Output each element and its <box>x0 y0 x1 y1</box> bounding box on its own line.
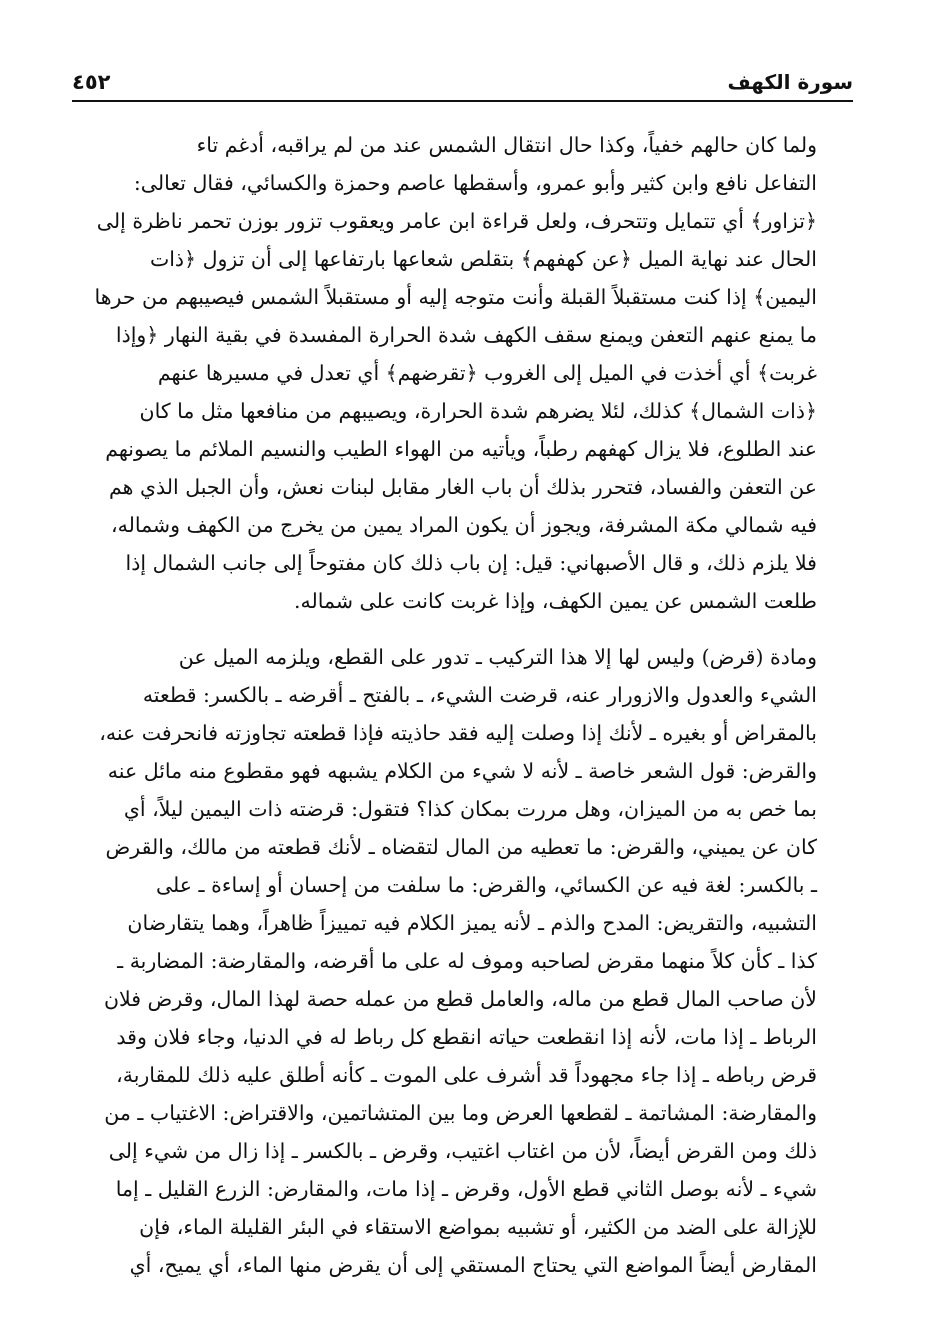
text-line: الرباط ـ إذا مات، لأنه إذا انقطعت حياته انقطع كل رباط له في الدنيا، وجاء فلان وقد <box>116 1025 817 1049</box>
text-line: المقارض أيضاً المواضع التي يحتاج المستقي إلى أن يقرض منها الماء، أي يميح، أي <box>129 1253 817 1277</box>
page-number: ٤٥٢ <box>72 70 111 94</box>
text-line: فيه شمالي مكة المشرفة، ويجوز أن يكون المراد يمين من يخرج من الكهف وشماله، <box>110 513 817 537</box>
text-line: الشيء والعدول والازورار عنه، قرضت الشيء، ـ بالفتح ـ أقرضه ـ بالكسر: قطعته <box>142 683 817 707</box>
text-line: ﴿ذات الشمال﴾ كذلك، لئلا يضرهم شدة الحرارة، ويصيبهم من منافعها مثل ما كان <box>139 399 817 423</box>
paragraph <box>74 638 845 1284</box>
text-line: كان عن يميني، والقرض: ما تعطيه من المال لتقضاه ـ لأنك قطعته من مالك، والقرض <box>105 835 817 859</box>
text-line: ولما كان حالهم خفياً، وكذا حال انتقال الشمس عند من لم يراقبه، أدغم تاء <box>196 133 817 157</box>
text-line: الحال عند نهاية الميل ﴿عن كهفهم﴾ بتقلص شعاعها بارتفاعها إلى أن تزول ﴿ذات <box>149 247 817 271</box>
text-line: قرض رباطه ـ إذا جاء مجهوداً قد أشرف على الموت ـ كأنه أطلق عليه ذلك للمقاربة، <box>116 1063 817 1087</box>
text-line: شيء ـ لأنه بوصل الثاني قطع الأول، وقرض ـ إذا مات، والمقارض: الزرع القليل ـ إما <box>115 1177 817 1201</box>
text-line: فلا يلزم ذلك، و قال الأصبهاني: قيل: إن باب ذلك كان مفتوحاً إلى جانب الشمال إذا <box>125 551 817 575</box>
text-line: لأن صاحب المال قطع من ماله، والعامل قطع من عمله حصة لهذا المال، وقرض فلان <box>103 987 817 1011</box>
text-line: ـ بالكسر: لغة فيه عن الكسائي، والقرض: ما سلفت من إحسان أو إساءة ـ على <box>155 873 817 897</box>
text-line: غربت﴾ أي أخذت في الميل إلى الغروب ﴿تقرضهم﴾ أي تعدل في مسيرها عنهم <box>157 361 817 385</box>
text-line: بالمقراض أو بغيره ـ لأنك إذا وصلت إليه فقد حاذيته فإذا قطعته تجاوزته فانحرفت عنه، <box>99 721 817 745</box>
text-line: اليمين﴾ إذا كنت مستقبلاً القبلة وأنت متوجه إليه أو مستقبلاً الشمس فيصيبهم من حرها <box>94 285 817 309</box>
text-line: عند الطلوع، فلا يزال كهفهم رطباً، ويأتيه من الهواء الطيب والنسيم الملائم ما يصونهم <box>105 437 817 461</box>
text-line: للإزالة على الضد من الكثير، أو تشبيه بمواضع الاستقاء في البئر القليلة الماء، فإن <box>139 1215 817 1239</box>
text-line: التشبيه، والتقريض: المدح والذم ـ لأنه يميز الكلام فيه تمييزاً ظاهراً، وهما يتقارضان <box>127 911 817 935</box>
text-line: والقرض: قول الشعر خاصة ـ لأنه لا شيء من الكلام يشبهه فهو مقطوع منه مائل عنه <box>107 759 817 783</box>
text-line: التفاعل نافع وابن كثير وأبو عمرو، وأسقطها عاصم وحمزة والكسائي، فقال تعالى: <box>133 171 817 195</box>
page-header <box>72 66 853 102</box>
text-line: ما يمنع عنهم التعفن ويمنع سقف الكهف شدة الحرارة المفسدة في بقية النهار ﴿وإذا <box>115 323 817 347</box>
running-title: سورة الكهف <box>727 70 853 94</box>
text-line: كذا ـ كأن كلاً منهما مقرض لصاحبه وموف له على ما أقرضه، والمقارضة: المضاربة ـ <box>117 949 817 973</box>
page-body <box>74 126 845 1284</box>
text-line: عن التعفن والفساد، فتحرر بذلك أن باب الغار مقابل لبنات نعش، وأن الجبل الذي هم <box>108 475 817 499</box>
text-line: ﴿تزاور﴾ أي تتمايل وتتحرف، ولعل قراءة ابن عامر ويعقوب تزور بوزن تحمر ناظرة إلى <box>96 209 817 233</box>
text-line: بما خص به من الميزان، وهل مررت بمكان كذا؟ فتقول: قرضته ذات اليمين ليلاً، أي <box>123 797 817 821</box>
text-line: ذلك ومن القرض أيضاً، لأن من اغتاب اغتيب، وقرض ـ بالكسر ـ إذا زال من شيء إلى <box>108 1139 817 1163</box>
text-line: ومادة (قرض) وليس لها إلا هذا التركيب ـ تدور على القطع، ويلزمه الميل عن <box>178 645 817 669</box>
text-line: طلعت الشمس عن يمين الكهف، وإذا غربت كانت على شماله. <box>294 589 817 613</box>
paragraph <box>74 126 845 620</box>
text-line: والمقارضة: المشاتمة ـ لقطعها العرض وما بين المتشاتمين، والاقتراض: الاغتياب ـ من <box>104 1101 817 1125</box>
